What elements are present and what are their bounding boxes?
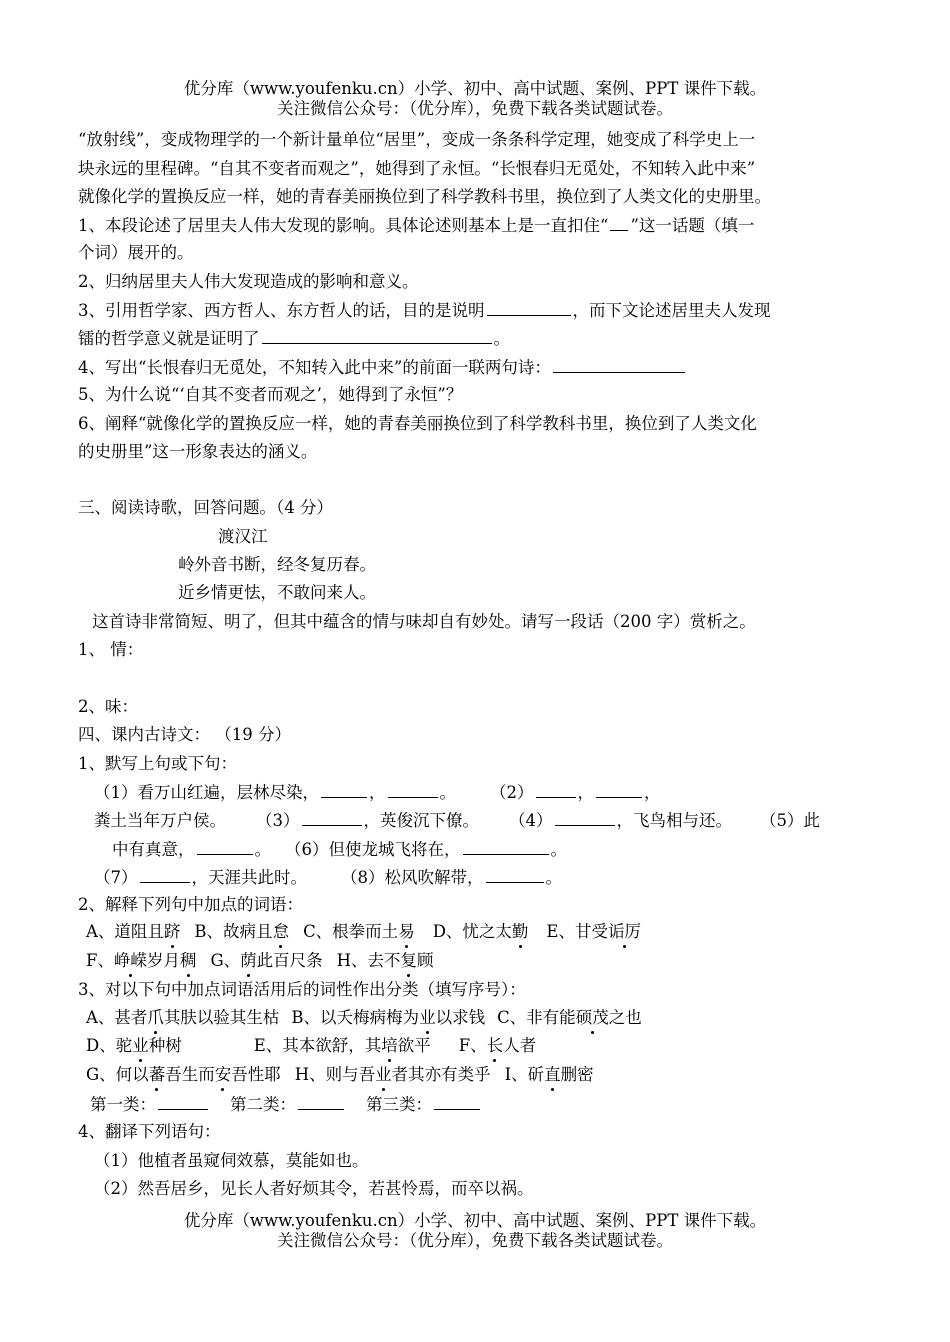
answer-blank[interactable] — [555, 809, 615, 826]
answer-blank[interactable] — [388, 781, 438, 798]
question-text: ，而下文论述居里夫人发现 — [572, 301, 771, 320]
usage-text: G、何以 — [86, 1065, 149, 1084]
section-3-item-1: 1、 情： — [78, 640, 144, 659]
usage-text: 以求钱 — [435, 1008, 486, 1027]
usage-text: 欲平 — [397, 1036, 431, 1055]
answer-blank[interactable] — [158, 1093, 208, 1110]
fill-text: ，飞鸟相与还。 — [616, 811, 732, 830]
dotted-word: 怠 — [272, 922, 290, 941]
footer-line-1: 优分库（www.youfenku.cn）小学、初中、高中试题、案例、PPT 课件下载。 — [183, 1211, 767, 1230]
fill-text: ，英俊沉下僚。 — [363, 811, 479, 830]
answer-blank[interactable] — [140, 866, 190, 883]
fill-row-3 — [112, 838, 567, 861]
usage-text: E、其本欲舒，其 — [253, 1036, 382, 1055]
answer-blank[interactable] — [536, 781, 576, 798]
fill-text: （5）此 — [760, 811, 820, 830]
class-label: 第三类： — [366, 1095, 432, 1114]
answer-blank[interactable] — [610, 214, 628, 231]
usage-row-1 — [86, 1007, 642, 1029]
dotted-word: 业 — [419, 1008, 436, 1027]
usage-text: 吾生而 — [165, 1065, 215, 1084]
section-3-item-2: 2、味： — [78, 697, 138, 716]
question-1-cont: 个词）展开的。 — [78, 243, 194, 262]
dotted-word: 跻 — [163, 922, 181, 941]
usage-text: 删密 — [560, 1065, 594, 1084]
fill-text: （6）但使龙城飞将在， — [285, 840, 461, 859]
dotted-word: 培 — [381, 1036, 398, 1055]
fill-text: （2） — [490, 783, 534, 802]
question-text: 。 — [493, 329, 510, 348]
question-text: 3、引用哲学家、西方哲人、东方哲人的话，目的是说明 — [78, 301, 485, 320]
usage-text: 其肤以验其生枯 — [163, 1008, 280, 1027]
section-4-q1-title: 1、默写上句或下句： — [78, 754, 237, 773]
fill-text: ， — [644, 783, 661, 802]
poem-title: 渡汉江 — [218, 527, 268, 546]
answer-blank[interactable] — [596, 781, 642, 798]
section-4-heading: 四、课内古诗文： （19 分） — [78, 725, 291, 744]
section-3-heading: 三、阅读诗歌，回答问题。（4 分） — [78, 498, 333, 517]
fill-row-4 — [94, 866, 562, 889]
fill-text: （3） — [256, 811, 300, 830]
vocab-text: E、甘受 — [546, 922, 608, 941]
usage-text: D、驼 — [86, 1036, 133, 1055]
passage-line: “放射线”，变成物理学的一个新计量单位“居里”，变成一条条科学定理，她变成了科学史上一 — [78, 130, 756, 149]
dotted-word: 直 — [544, 1065, 561, 1084]
fill-text: ， — [369, 783, 386, 802]
question-2: 2、归纳居里夫人伟大发现造成的影响和意义。 — [78, 272, 419, 291]
section-4-q4-title: 4、翻译下列语句： — [78, 1122, 221, 1141]
usage-text: I、斫 — [504, 1065, 545, 1084]
passage-line: 块永远的里程碑。“自其不变者而观之”，她得到了永恒。“长恨春归无觅处，不知转入此中来” — [78, 159, 756, 178]
fill-text: 。 — [545, 868, 562, 887]
dotted-word: 硕茂 — [575, 1008, 609, 1027]
class-label: 第一类： — [90, 1095, 156, 1114]
vocab-text: 此百尺条 — [256, 951, 323, 970]
vocab-text: C、根拳而土 — [303, 922, 399, 941]
dotted-word: 安 — [214, 1065, 232, 1084]
fill-row-1 — [94, 781, 661, 804]
dotted-word: 蕃 — [148, 1065, 166, 1084]
poem-line: 近乡情更怯，不敢问来人。 — [178, 583, 376, 602]
vocab-text: D、忧之太 — [432, 922, 512, 941]
answer-blank[interactable] — [197, 838, 253, 855]
dotted-word: 勤 — [511, 922, 529, 941]
dotted-word: 诟厉 — [607, 922, 641, 941]
vocab-text: 顾 — [417, 951, 434, 970]
section-4-q2-title: 2、解释下列句中加点的词语： — [78, 895, 303, 914]
usage-row-2 — [86, 1035, 536, 1057]
question-3-cont — [78, 327, 510, 350]
answer-blank[interactable] — [486, 866, 544, 883]
header-line-2: 关注微信公众号：（优分库），免费下载各类试题试卷。 — [277, 99, 673, 118]
question-3 — [78, 299, 771, 322]
fill-text: 。 — [550, 840, 567, 859]
fill-text: ， — [577, 783, 594, 802]
fill-text: 。 — [439, 783, 456, 802]
poem-prompt: 这首诗非常简短、明了，但其中蕴含的情与味却自有妙处。请写一段话（200 字）赏析之。 — [92, 612, 756, 631]
fill-text: ，天涯共此时。 — [191, 868, 307, 887]
footer-line-2: 关注微信公众号：（优分库），免费下载各类试题试卷。 — [277, 1231, 673, 1250]
translate-item-2: （2）然吾居乡，见长人者好烦其令，若甚怜焉，而卒以祸。 — [94, 1179, 534, 1198]
dotted-word: 长 — [486, 1036, 504, 1055]
header-line-1: 优分库（www.youfenku.cn）小学、初中、高中试题、案例、PPT 课件下载。 — [183, 79, 767, 98]
answer-blank[interactable] — [302, 809, 362, 826]
fill-text: 粪土当年万户侯。 — [94, 811, 226, 830]
vocab-text: A、道阻且 — [86, 922, 164, 941]
fill-row-2 — [94, 809, 820, 832]
dotted-word: 爪 — [147, 1008, 164, 1027]
usage-text: 之也 — [608, 1008, 642, 1027]
usage-text: 人者 — [503, 1036, 537, 1055]
answer-blank[interactable] — [463, 838, 549, 855]
question-text: 4、写出“长恨春归无觅处，不知转入此中来”的前面一联两句诗： — [78, 358, 551, 377]
fill-text: （7） — [94, 868, 138, 887]
usage-text: 者其亦有类乎 — [391, 1065, 491, 1084]
answer-blank[interactable] — [298, 1093, 344, 1110]
vocab-text: F、 — [86, 951, 114, 970]
poem-line: 岭外音书断，经冬复历春。 — [178, 555, 376, 574]
question-4 — [78, 356, 687, 379]
vocab-text: 岁月 — [146, 951, 180, 970]
answer-blank[interactable] — [487, 299, 571, 316]
question-text: 镭的哲学意义就是证明了 — [78, 329, 260, 348]
vocab-row-1 — [86, 921, 641, 943]
fill-text: 中有真意， — [112, 840, 195, 859]
dotted-word: 峥嵘 — [113, 951, 147, 970]
vocab-text: G、 — [210, 951, 241, 970]
question-5: 5、为什么说“‘自其不变者而观之’，她得到了永恒”？ — [78, 385, 463, 404]
dotted-word: 易 — [398, 922, 415, 941]
usage-text: H、则与吾 — [294, 1065, 376, 1084]
class-label: 第二类： — [230, 1095, 296, 1114]
question-text: 1、本段论述了居里夫人伟大发现的影响。具体论述则基本上是一直扣住“ — [78, 216, 609, 235]
answer-blank[interactable] — [262, 327, 492, 344]
answer-blank[interactable] — [434, 1093, 480, 1110]
usage-text: C、非有能 — [497, 1008, 576, 1027]
fill-text: （8）松风吹解带， — [341, 868, 484, 887]
dotted-word: 稠 — [179, 951, 197, 970]
passage-line: 就像化学的置换反应一样，她的青春美丽换位到了科学教科书里，换位到了人类文化的史册里。 — [78, 187, 771, 206]
usage-row-3 — [86, 1064, 594, 1086]
vocab-text: B、故病且 — [194, 922, 273, 941]
usage-text: 吾性耶 — [231, 1065, 281, 1084]
fill-text: （4） — [509, 811, 553, 830]
question-6-cont: 的史册里”这一形象表达的涵义。 — [78, 442, 318, 461]
translate-item-1: （1）他植者虽窥伺效慕，莫能如也。 — [94, 1151, 369, 1170]
answer-blank[interactable] — [553, 356, 685, 373]
usage-text: F、 — [458, 1036, 487, 1055]
usage-text: 种树 — [148, 1036, 182, 1055]
answer-blank[interactable] — [321, 781, 367, 798]
fill-text: （1）看万山红遍，层林尽染， — [94, 783, 319, 802]
classification-row — [90, 1093, 482, 1116]
dotted-word: 业 — [375, 1065, 392, 1084]
dotted-word: 复 — [400, 951, 418, 970]
vocab-row-2 — [86, 950, 434, 972]
vocab-text: H、去不 — [336, 951, 401, 970]
section-4-q3-title: 3、对以下句中加点词语活用后的词性作出分类（填写序号）： — [78, 980, 526, 999]
fill-text: 。 — [254, 840, 271, 859]
dotted-word: 业 — [132, 1036, 149, 1055]
usage-text: B、以夭梅病梅为 — [291, 1008, 420, 1027]
question-6: 6、阐释“就像化学的置换反应一样，她的青春美丽换位到了科学教科书里，换位到了人类文化 — [78, 414, 757, 433]
dotted-word: 荫 — [240, 951, 257, 970]
question-text: ”这一话题（填一 — [630, 216, 755, 235]
question-1 — [78, 214, 754, 237]
usage-text: A、甚者 — [86, 1008, 148, 1027]
